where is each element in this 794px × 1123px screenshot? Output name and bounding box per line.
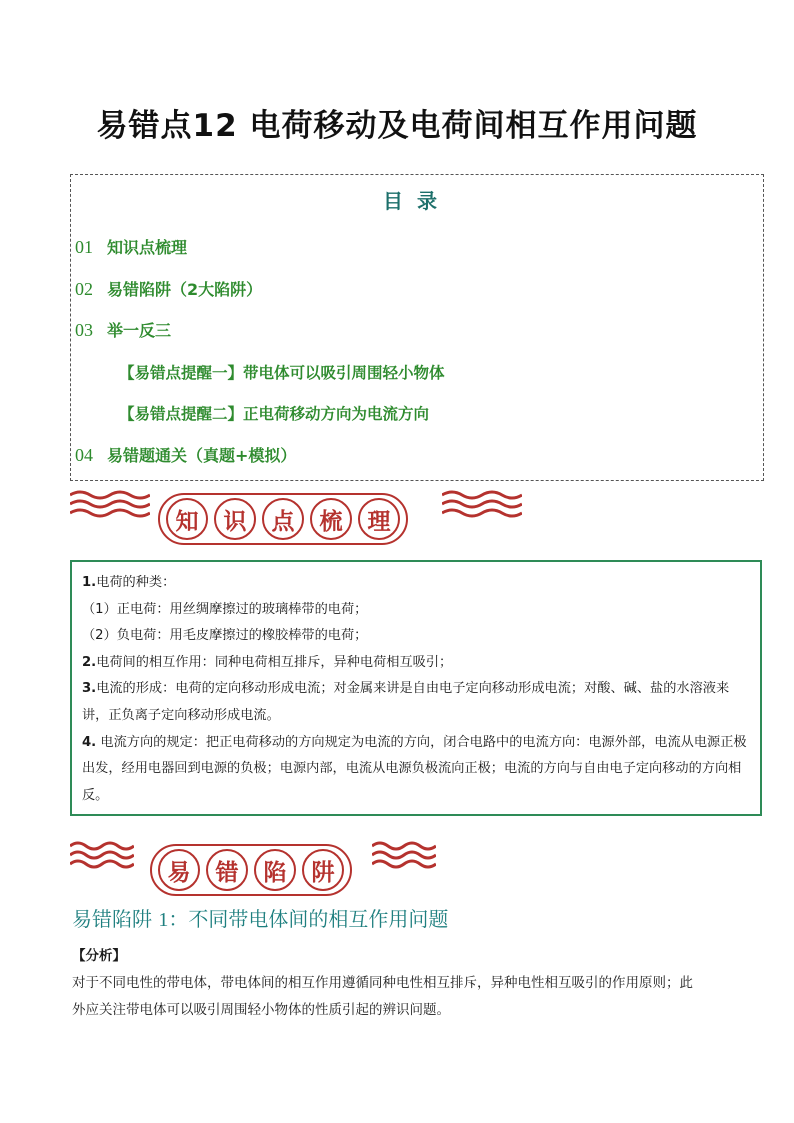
- toc-item-number: 04: [75, 445, 93, 465]
- knowledge-line-number: 2.: [82, 654, 97, 670]
- knowledge-summary-box: [70, 560, 762, 816]
- knowledge-line-text: 电流方向的规定：把正电荷移动的方向规定为电流的方向，闭合电路中的电流方向：电源外部，电流从电源正极出发，经用电器回到电源的负极；电源内部，电流从电源负极流向正极；电流的方向与自由电子定向移动的方向相反。: [82, 734, 747, 803]
- toc-item-2[interactable]: [75, 277, 262, 300]
- banner-pill: [150, 844, 352, 896]
- knowledge-line-number: 4.: [82, 734, 97, 750]
- knowledge-line: [82, 623, 750, 650]
- trap-heading-text: ：不同带电体间的相互作用问题: [168, 907, 449, 931]
- toc-item-label: 知识点梳理: [107, 238, 188, 257]
- knowledge-line-text: 电流的形成：电荷的定向移动形成电流；对金属来讲是自由电子定向移动形成电流；对酸、碱、盐的水溶液来讲，正负离子定向移动形成电流。: [82, 681, 730, 723]
- banner-char: 易: [158, 849, 200, 891]
- knowledge-line-text: 电荷间的相互作用：同种电荷相互排斥，异种电荷相互吸引；: [96, 654, 453, 670]
- wave-decoration-icon: [70, 489, 150, 519]
- toc-item-label: 【易错点提醒二】正电荷移动方向为电流方向: [119, 405, 430, 423]
- analysis-line: 对于不同电性的带电体，带电体间的相互作用遵循同种电性相互排斥，异种电性相互吸引的作用原则；此: [72, 975, 693, 991]
- knowledge-line-text: 电荷的种类：: [96, 575, 176, 590]
- toc-subitem-2[interactable]: [119, 402, 429, 424]
- trap-heading-prefix: 易错陷阱: [72, 907, 152, 931]
- knowledge-line: [82, 676, 750, 729]
- wave-decoration-icon: [372, 840, 436, 870]
- table-of-contents: [70, 174, 764, 481]
- banner-char: 识: [214, 498, 256, 540]
- knowledge-line: [82, 650, 750, 677]
- banner-char: 理: [358, 498, 400, 540]
- toc-heading: 目录: [383, 189, 451, 213]
- analysis-label: 【分析】: [72, 948, 126, 964]
- banner-char: 点: [262, 498, 304, 540]
- toc-subitem-1[interactable]: [119, 361, 445, 383]
- page-title: 易错点12 电荷移动及电荷间相互作用问题: [96, 108, 698, 144]
- toc-item-1[interactable]: [75, 235, 187, 258]
- toc-item-label: 【易错点提醒一】带电体可以吸引周围轻小物体: [119, 364, 445, 382]
- toc-item-number: 02: [75, 279, 93, 299]
- banner-char: 阱: [302, 849, 344, 891]
- toc-item-number: 03: [75, 320, 93, 340]
- knowledge-line: [82, 730, 750, 810]
- banner-char: 陷: [254, 849, 296, 891]
- section-banner-knowledge: [70, 489, 530, 549]
- trap-heading-number: 1: [158, 909, 169, 931]
- banner-char: 知: [166, 498, 208, 540]
- knowledge-line-number: 1.: [82, 575, 97, 590]
- analysis-line: 外应关注带电体可以吸引周围轻小物体的性质引起的辨识问题。: [72, 1002, 450, 1018]
- knowledge-line-text: （2）负电荷：用毛皮摩擦过的橡胶棒带的电荷；: [82, 628, 368, 644]
- toc-item-4[interactable]: [75, 443, 296, 466]
- wave-decoration-icon: [70, 840, 134, 870]
- toc-item-label: 易错陷阱（2大陷阱）: [107, 280, 263, 299]
- banner-pill: [158, 493, 408, 545]
- knowledge-line: [82, 570, 750, 597]
- trap-heading: [72, 903, 448, 932]
- knowledge-line-text: （1）正电荷：用丝绸摩擦过的玻璃棒带的电荷；: [82, 601, 368, 617]
- toc-item-3[interactable]: [75, 318, 171, 341]
- section-banner-traps: [70, 840, 490, 900]
- knowledge-line-number: 3.: [82, 681, 97, 697]
- toc-item-label: 举一反三: [107, 321, 172, 340]
- toc-item-label: 易错题通关（真题+模拟）: [107, 446, 297, 465]
- wave-decoration-icon: [442, 489, 522, 519]
- banner-char: 梳: [310, 498, 352, 540]
- knowledge-line: [82, 597, 750, 624]
- toc-item-number: 01: [75, 237, 93, 257]
- analysis-text: [72, 970, 752, 1024]
- banner-char: 错: [206, 849, 248, 891]
